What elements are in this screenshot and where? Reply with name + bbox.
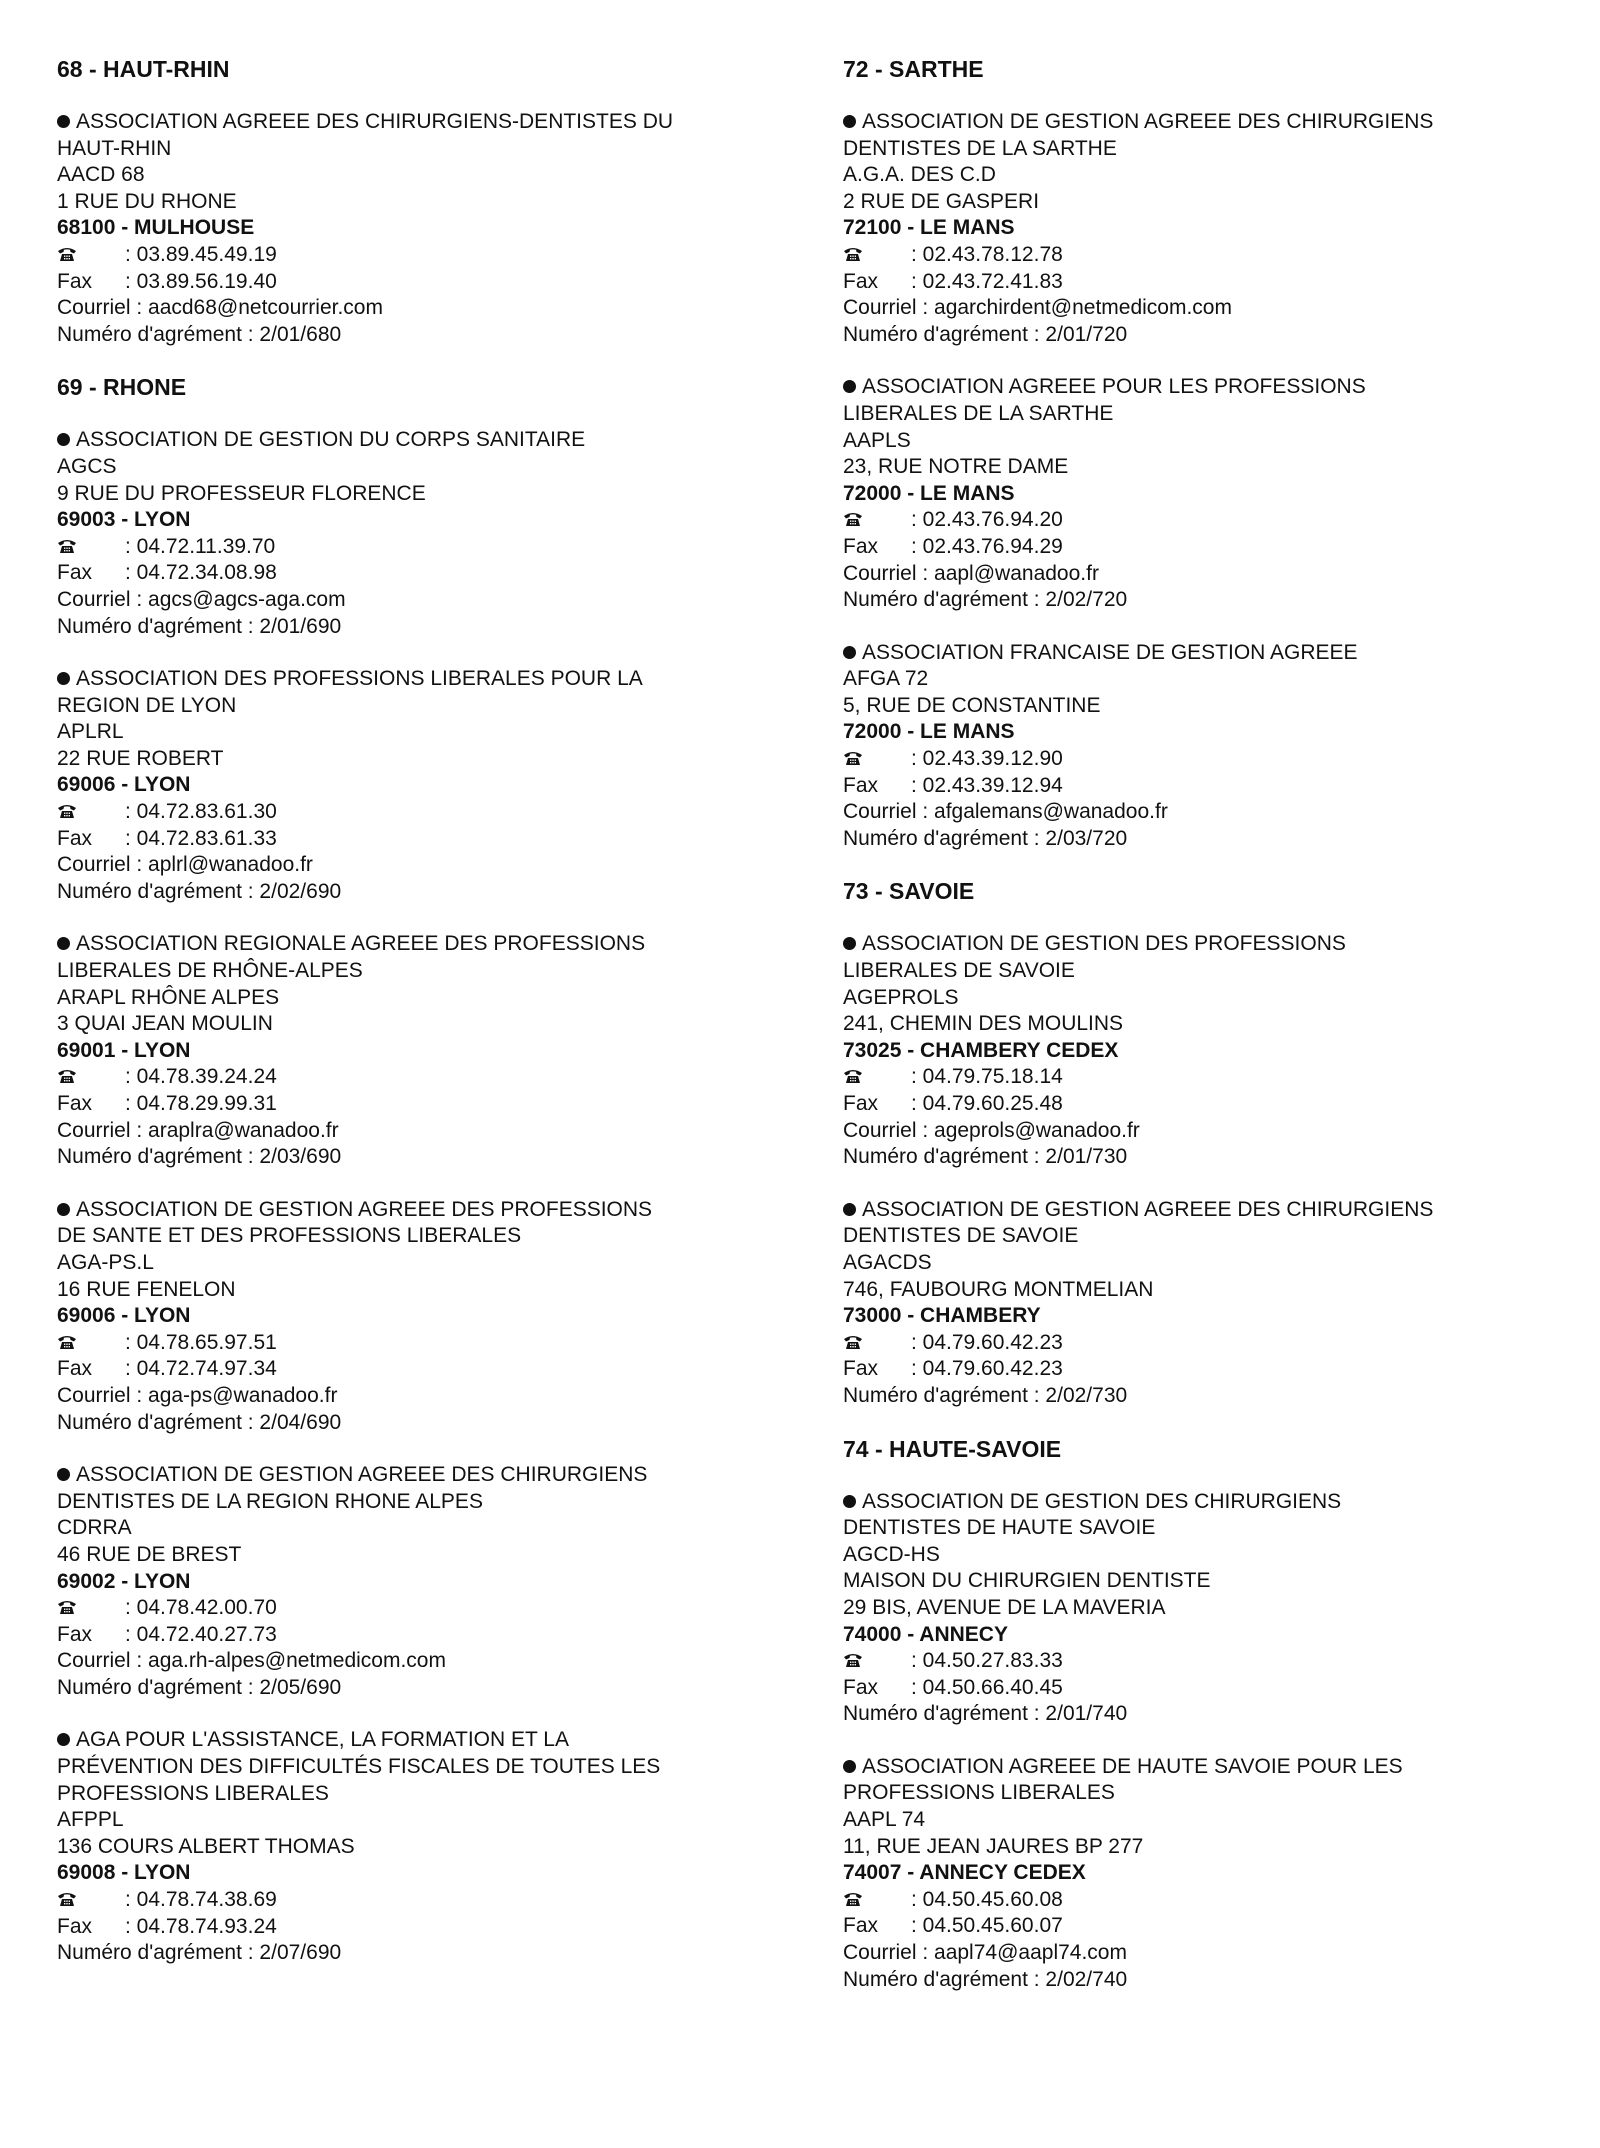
right-column bbox=[843, 56, 1533, 2019]
phone-label bbox=[57, 1595, 125, 1622]
phone-line bbox=[843, 746, 1533, 773]
address-line: 9 RUE DU PROFESSEUR FLORENCE bbox=[57, 481, 426, 505]
fax-number: : 04.79.60.25.48 bbox=[911, 1092, 1063, 1115]
association-name-text: ASSOCIATION AGREEE DE HAUTE SAVOIE POUR LES bbox=[862, 1754, 1403, 1778]
association-name-text: PROFESSIONS LIBERALES bbox=[843, 1781, 1115, 1805]
association-entry bbox=[57, 666, 747, 905]
fax-number: : 04.72.74.97.34 bbox=[125, 1357, 277, 1381]
phone-number: : 02.43.76.94.20 bbox=[911, 508, 1063, 532]
fax-label: Fax bbox=[57, 269, 93, 293]
fax-line bbox=[57, 826, 747, 853]
bullet-icon bbox=[843, 115, 856, 128]
phone-number: : 04.78.65.97.51 bbox=[125, 1330, 277, 1354]
phone-label bbox=[57, 1887, 125, 1914]
bullet-icon bbox=[843, 937, 856, 950]
email-line: Courriel : araplra@wanadoo.fr bbox=[57, 1118, 339, 1142]
fax-number: : 04.50.45.60.07 bbox=[911, 1914, 1063, 1938]
phone-line bbox=[57, 1064, 747, 1091]
agrement-number: Numéro d'agrément : 2/01/690 bbox=[57, 614, 342, 638]
fax-number: : 02.43.72.41.83 bbox=[911, 269, 1063, 293]
association-name-line bbox=[843, 1223, 1533, 1250]
phone-number: : 04.78.74.38.69 bbox=[125, 1888, 277, 1912]
association-name-text: ASSOCIATION DE GESTION AGREEE DES CHIRURGIENS bbox=[862, 110, 1434, 133]
bullet-icon bbox=[57, 115, 70, 128]
bullet-icon bbox=[843, 1203, 856, 1216]
phone-line bbox=[57, 799, 747, 826]
fax-line bbox=[57, 1622, 747, 1649]
phone-number: : 04.72.11.39.70 bbox=[125, 534, 276, 558]
association-name-line bbox=[57, 136, 747, 163]
association-name-text: HAUT-RHIN bbox=[57, 136, 172, 160]
address-line: 1 RUE DU RHONE bbox=[57, 189, 237, 213]
fax-label: Fax bbox=[57, 1092, 93, 1115]
agrement-number: Numéro d'agrément : 2/01/680 bbox=[57, 322, 342, 346]
association-name-line bbox=[843, 401, 1533, 428]
association-name-text: LIBERALES DE RHÔNE-ALPES bbox=[57, 959, 363, 983]
address-line: 23, RUE NOTRE DAME bbox=[843, 455, 1069, 479]
association-name-line bbox=[843, 109, 1533, 136]
department-title: 68 - HAUT-RHIN bbox=[57, 56, 230, 82]
phone-line bbox=[843, 507, 1533, 534]
association-name-text: ASSOCIATION AGREEE DES CHIRURGIENS-DENTISTES DU bbox=[76, 110, 674, 133]
association-name-text: DE SANTE ET DES PROFESSIONS LIBERALES bbox=[57, 1224, 522, 1248]
association-name-text: PRÉVENTION DES DIFFICULTÉS FISCALES DE TOUTES LES bbox=[57, 1755, 661, 1779]
association-name-line bbox=[57, 1489, 747, 1516]
fax-line bbox=[843, 269, 1533, 296]
phone-line bbox=[843, 1887, 1533, 1914]
telephone-icon bbox=[57, 1065, 79, 1081]
phone-number: : 04.78.39.24.24 bbox=[125, 1065, 277, 1089]
association-name-line bbox=[843, 640, 1533, 667]
address-line: 241, CHEMIN DES MOULINS bbox=[843, 1012, 1124, 1036]
association-name-line bbox=[843, 1515, 1533, 1542]
email-line: Courriel : agarchirdent@netmedicom.com bbox=[843, 296, 1232, 320]
agrement-number: Numéro d'agrément : 2/03/720 bbox=[843, 826, 1128, 850]
bullet-icon bbox=[57, 433, 70, 446]
phone-line bbox=[843, 1330, 1533, 1357]
phone-line bbox=[57, 242, 747, 269]
phone-label bbox=[57, 799, 125, 826]
fax-line bbox=[843, 1091, 1533, 1118]
telephone-icon bbox=[843, 1649, 865, 1665]
email-line: Courriel : agcs@agcs-aga.com bbox=[57, 587, 346, 611]
association-acronym: A.G.A. DES C.D bbox=[843, 163, 996, 187]
phone-label bbox=[57, 1064, 125, 1091]
fax-number: : 04.78.74.93.24 bbox=[125, 1914, 277, 1938]
association-entry bbox=[843, 109, 1533, 348]
agrement-number: Numéro d'agrément : 2/01/730 bbox=[843, 1145, 1128, 1169]
phone-line bbox=[57, 534, 747, 561]
department-section bbox=[843, 1436, 1533, 1994]
phone-label bbox=[843, 1648, 911, 1675]
fax-number: : 04.72.83.61.33 bbox=[125, 826, 277, 850]
association-entry bbox=[843, 374, 1533, 613]
association-entry bbox=[57, 427, 747, 640]
fax-line bbox=[843, 1913, 1533, 1940]
address-line: 5, RUE DE CONSTANTINE bbox=[843, 693, 1101, 717]
phone-label bbox=[57, 1330, 125, 1357]
association-name-text: AGA POUR L'ASSISTANCE, LA FORMATION ET LA bbox=[76, 1728, 569, 1752]
agrement-number: Numéro d'agrément : 2/07/690 bbox=[57, 1941, 342, 1965]
association-name-text: DENTISTES DE LA REGION RHONE ALPES bbox=[57, 1489, 483, 1513]
fax-label: Fax bbox=[57, 1357, 93, 1381]
email-line: Courriel : ageprols@wanadoo.fr bbox=[843, 1118, 1140, 1142]
email-line: Courriel : aplrl@wanadoo.fr bbox=[57, 853, 313, 877]
fax-label: Fax bbox=[57, 826, 93, 850]
telephone-icon bbox=[57, 1331, 79, 1347]
email-line: Courriel : aacd68@netcourrier.com bbox=[57, 296, 383, 320]
association-name-line bbox=[843, 958, 1533, 985]
association-entry bbox=[57, 931, 747, 1170]
association-name-text: ASSOCIATION DE GESTION DU CORPS SANITAIRE bbox=[76, 428, 586, 452]
association-name-text: ASSOCIATION DE GESTION AGREEE DES CHIRURGIENS bbox=[76, 1463, 648, 1487]
phone-number: : 04.72.83.61.30 bbox=[125, 800, 277, 824]
association-name-line bbox=[843, 1780, 1533, 1807]
agrement-number: Numéro d'agrément : 2/01/740 bbox=[843, 1702, 1128, 1726]
fax-label: Fax bbox=[57, 1914, 93, 1938]
association-name-text: ASSOCIATION AGREEE POUR LES PROFESSIONS bbox=[862, 375, 1366, 399]
bullet-icon bbox=[843, 646, 856, 659]
association-acronym: AGCD-HS bbox=[843, 1542, 940, 1566]
fax-line bbox=[57, 269, 747, 296]
phone-label bbox=[843, 746, 911, 773]
department-section bbox=[57, 374, 747, 1966]
association-acronym: AACD 68 bbox=[57, 163, 145, 187]
phone-label bbox=[843, 1064, 911, 1091]
agrement-number: Numéro d'agrément : 2/05/690 bbox=[57, 1675, 342, 1699]
association-name-text: ASSOCIATION REGIONALE AGREEE DES PROFESSIONS bbox=[76, 932, 646, 956]
bullet-icon bbox=[843, 1760, 856, 1773]
association-name-line bbox=[843, 136, 1533, 163]
postal-city: 69006 - LYON bbox=[57, 1304, 191, 1328]
telephone-icon bbox=[57, 1596, 79, 1612]
association-name-text: ASSOCIATION DE GESTION AGREEE DES CHIRURGIENS bbox=[862, 1197, 1434, 1221]
agrement-number: Numéro d'agrément : 2/04/690 bbox=[57, 1410, 342, 1434]
department-section bbox=[843, 56, 1533, 852]
address-line: 746, FAUBOURG MONTMELIAN bbox=[843, 1277, 1154, 1301]
association-name-line bbox=[57, 109, 747, 136]
association-entry bbox=[843, 931, 1533, 1170]
phone-number: : 04.79.75.18.14 bbox=[911, 1065, 1063, 1089]
association-name-text: DENTISTES DE HAUTE SAVOIE bbox=[843, 1516, 1156, 1540]
association-name-line bbox=[57, 1223, 747, 1250]
fax-label: Fax bbox=[57, 1622, 93, 1646]
address-line: 16 RUE FENELON bbox=[57, 1277, 236, 1301]
telephone-icon bbox=[843, 1888, 865, 1904]
telephone-icon bbox=[843, 1331, 865, 1347]
association-name-line bbox=[57, 666, 747, 693]
phone-label bbox=[843, 1887, 911, 1914]
email-line: Courriel : aga-ps@wanadoo.fr bbox=[57, 1383, 338, 1407]
fax-number: : 04.78.29.99.31 bbox=[125, 1092, 277, 1115]
bullet-icon bbox=[57, 672, 70, 685]
department-title: 74 - HAUTE-SAVOIE bbox=[843, 1435, 1062, 1462]
phone-number: : 04.50.45.60.08 bbox=[911, 1887, 1063, 1911]
phone-number: : 02.43.78.12.78 bbox=[911, 242, 1063, 266]
postal-city: 72100 - LE MANS bbox=[843, 216, 1015, 240]
address-line: 29 BIS, AVENUE DE LA MAVERIA bbox=[843, 1595, 1166, 1619]
association-name-line bbox=[843, 374, 1533, 401]
email-line: Courriel : aapl74@aapl74.com bbox=[843, 1941, 1127, 1965]
fax-line bbox=[57, 1914, 747, 1941]
association-name-text: PROFESSIONS LIBERALES bbox=[57, 1781, 329, 1805]
address-line: 11, RUE JEAN JAURES BP 277 bbox=[843, 1834, 1144, 1858]
department-section bbox=[57, 56, 747, 348]
postal-city: 69003 - LYON bbox=[57, 508, 191, 532]
email-line: Courriel : aga.rh-alpes@netmedicom.com bbox=[57, 1649, 446, 1673]
bullet-icon bbox=[57, 1468, 70, 1481]
phone-label bbox=[57, 242, 125, 269]
fax-label: Fax bbox=[843, 269, 879, 293]
association-name-line bbox=[57, 931, 747, 958]
fax-label: Fax bbox=[843, 1357, 879, 1381]
phone-number: : 04.79.60.42.23 bbox=[911, 1330, 1063, 1354]
association-name-line bbox=[57, 958, 747, 985]
fax-label: Fax bbox=[843, 534, 879, 558]
postal-city: 73025 - CHAMBERY CEDEX bbox=[843, 1038, 1119, 1062]
agrement-number: Numéro d'agrément : 2/02/740 bbox=[843, 1967, 1128, 1991]
telephone-icon bbox=[843, 243, 865, 259]
fax-label: Fax bbox=[843, 1092, 879, 1115]
association-name-line bbox=[57, 1781, 747, 1808]
fax-number: : 04.79.60.42.23 bbox=[911, 1357, 1063, 1381]
association-name-text: ASSOCIATION DE GESTION DES PROFESSIONS bbox=[862, 932, 1346, 956]
telephone-icon bbox=[57, 535, 79, 551]
fax-label: Fax bbox=[843, 1914, 879, 1938]
association-name-line bbox=[843, 1197, 1533, 1224]
postal-city: 74007 - ANNECY CEDEX bbox=[843, 1861, 1086, 1885]
phone-label bbox=[843, 242, 911, 269]
association-acronym: AGCS bbox=[57, 454, 117, 478]
association-name-line bbox=[843, 931, 1533, 958]
bullet-icon bbox=[843, 1495, 856, 1508]
postal-city: 69002 - LYON bbox=[57, 1569, 191, 1593]
phone-label bbox=[57, 534, 125, 561]
association-acronym: AGEPROLS bbox=[843, 985, 959, 1009]
fax-line bbox=[57, 1091, 747, 1118]
fax-number: : 04.72.40.27.73 bbox=[125, 1622, 277, 1646]
department-title: 72 - SARTHE bbox=[843, 56, 984, 82]
association-acronym: AFPPL bbox=[57, 1808, 124, 1832]
bullet-icon bbox=[57, 1733, 70, 1746]
phone-number: : 02.43.39.12.90 bbox=[911, 747, 1063, 771]
bullet-icon bbox=[57, 937, 70, 950]
association-name-text: ASSOCIATION FRANCAISE DE GESTION AGREEE bbox=[862, 640, 1358, 664]
association-name-line bbox=[57, 1727, 747, 1754]
fax-line bbox=[843, 1356, 1533, 1383]
phone-line bbox=[57, 1887, 747, 1914]
phone-line bbox=[57, 1330, 747, 1357]
postal-city: 72000 - LE MANS bbox=[843, 481, 1015, 505]
fax-line bbox=[57, 1356, 747, 1383]
association-name-text: DENTISTES DE SAVOIE bbox=[843, 1224, 1079, 1248]
association-entry bbox=[843, 1197, 1533, 1410]
association-name-line bbox=[843, 1489, 1533, 1516]
association-name-text: ASSOCIATION DE GESTION AGREEE DES PROFESSIONS bbox=[76, 1197, 653, 1221]
association-name-line bbox=[843, 1754, 1533, 1781]
fax-number: : 04.72.34.08.98 bbox=[125, 561, 277, 585]
association-acronym: APLRL bbox=[57, 720, 124, 744]
association-entry bbox=[57, 1197, 747, 1436]
postal-city: 69008 - LYON bbox=[57, 1861, 191, 1885]
bullet-icon bbox=[843, 380, 856, 393]
agrement-number: Numéro d'agrément : 2/02/730 bbox=[843, 1383, 1128, 1407]
telephone-icon bbox=[843, 747, 865, 763]
address-line: 2 RUE DE GASPERI bbox=[843, 189, 1040, 213]
association-name-line bbox=[57, 427, 747, 454]
association-acronym: AAPL 74 bbox=[843, 1808, 926, 1832]
fax-label: Fax bbox=[843, 1675, 879, 1699]
fax-line bbox=[843, 1675, 1533, 1702]
association-name-line bbox=[57, 1754, 747, 1781]
postal-city: 68100 - MULHOUSE bbox=[57, 216, 255, 240]
postal-city: 74000 - ANNECY bbox=[843, 1622, 1008, 1646]
association-entry bbox=[57, 1727, 747, 1966]
phone-line bbox=[843, 1648, 1533, 1675]
fax-number: : 03.89.56.19.40 bbox=[125, 269, 277, 293]
phone-line bbox=[57, 1595, 747, 1622]
association-entry bbox=[843, 640, 1533, 853]
address-line: 136 COURS ALBERT THOMAS bbox=[57, 1834, 355, 1858]
agrement-number: Numéro d'agrément : 2/02/690 bbox=[57, 879, 342, 903]
association-name-line bbox=[57, 1462, 747, 1489]
fax-number: : 02.43.39.12.94 bbox=[911, 773, 1063, 797]
address-line: 46 RUE DE BREST bbox=[57, 1542, 242, 1566]
email-line: Courriel : aapl@wanadoo.fr bbox=[843, 561, 1099, 585]
association-name-text: ASSOCIATION DE GESTION DES CHIRURGIENS bbox=[862, 1489, 1342, 1513]
association-acronym: ARAPL RHÔNE ALPES bbox=[57, 985, 280, 1009]
association-name-text: LIBERALES DE SAVOIE bbox=[843, 959, 1075, 983]
telephone-icon bbox=[843, 508, 865, 524]
phone-number: : 04.50.27.83.33 bbox=[911, 1649, 1063, 1673]
telephone-icon bbox=[57, 1888, 79, 1904]
association-name-text: LIBERALES DE LA SARTHE bbox=[843, 401, 1114, 425]
postal-city: 72000 - LE MANS bbox=[843, 720, 1015, 744]
phone-number: : 04.78.42.00.70 bbox=[125, 1596, 277, 1620]
fax-line bbox=[843, 534, 1533, 561]
association-entry bbox=[843, 1754, 1533, 1993]
phone-line bbox=[843, 1064, 1533, 1091]
agrement-number: Numéro d'agrément : 2/02/720 bbox=[843, 588, 1128, 612]
association-acronym: AGACDS bbox=[843, 1250, 932, 1274]
association-entry bbox=[843, 1489, 1533, 1728]
association-acronym: AFGA 72 bbox=[843, 667, 929, 691]
address-line: 3 QUAI JEAN MOULIN bbox=[57, 1012, 273, 1036]
postal-city: 73000 - CHAMBERY bbox=[843, 1304, 1041, 1328]
association-name-line bbox=[57, 1197, 747, 1224]
phone-label bbox=[843, 507, 911, 534]
association-entry bbox=[57, 1462, 747, 1701]
fax-number: : 02.43.76.94.29 bbox=[911, 534, 1063, 558]
association-name-text: ASSOCIATION DES PROFESSIONS LIBERALES POUR LA bbox=[76, 667, 643, 691]
email-line: Courriel : afgalemans@wanadoo.fr bbox=[843, 800, 1168, 824]
fax-line bbox=[57, 560, 747, 587]
address-line: MAISON DU CHIRURGIEN DENTISTE bbox=[843, 1569, 1211, 1593]
agrement-number: Numéro d'agrément : 2/03/690 bbox=[57, 1145, 342, 1169]
association-acronym: AGA-PS.L bbox=[57, 1250, 154, 1274]
telephone-icon bbox=[843, 1065, 865, 1081]
association-name-line bbox=[57, 693, 747, 720]
department-title: 69 - RHONE bbox=[57, 374, 187, 401]
association-name-text: REGION DE LYON bbox=[57, 693, 237, 717]
bullet-icon bbox=[57, 1203, 70, 1216]
department-title: 73 - SAVOIE bbox=[843, 878, 975, 905]
agrement-number: Numéro d'agrément : 2/01/720 bbox=[843, 322, 1128, 346]
phone-label bbox=[843, 1330, 911, 1357]
telephone-icon bbox=[57, 800, 79, 816]
phone-number: : 03.89.45.49.19 bbox=[125, 242, 277, 266]
address-line: 22 RUE ROBERT bbox=[57, 746, 224, 770]
association-entry bbox=[57, 109, 747, 348]
fax-label: Fax bbox=[843, 773, 879, 797]
fax-line bbox=[843, 773, 1533, 800]
fax-label: Fax bbox=[57, 561, 93, 585]
left-column bbox=[57, 56, 747, 1993]
postal-city: 69006 - LYON bbox=[57, 773, 191, 797]
association-acronym: CDRRA bbox=[57, 1516, 132, 1540]
fax-number: : 04.50.66.40.45 bbox=[911, 1675, 1063, 1699]
phone-line bbox=[843, 242, 1533, 269]
postal-city: 69001 - LYON bbox=[57, 1038, 191, 1062]
department-section bbox=[843, 878, 1533, 1409]
telephone-icon bbox=[57, 243, 79, 259]
association-name-text: DENTISTES DE LA SARTHE bbox=[843, 136, 1117, 160]
association-acronym: AAPLS bbox=[843, 428, 911, 452]
